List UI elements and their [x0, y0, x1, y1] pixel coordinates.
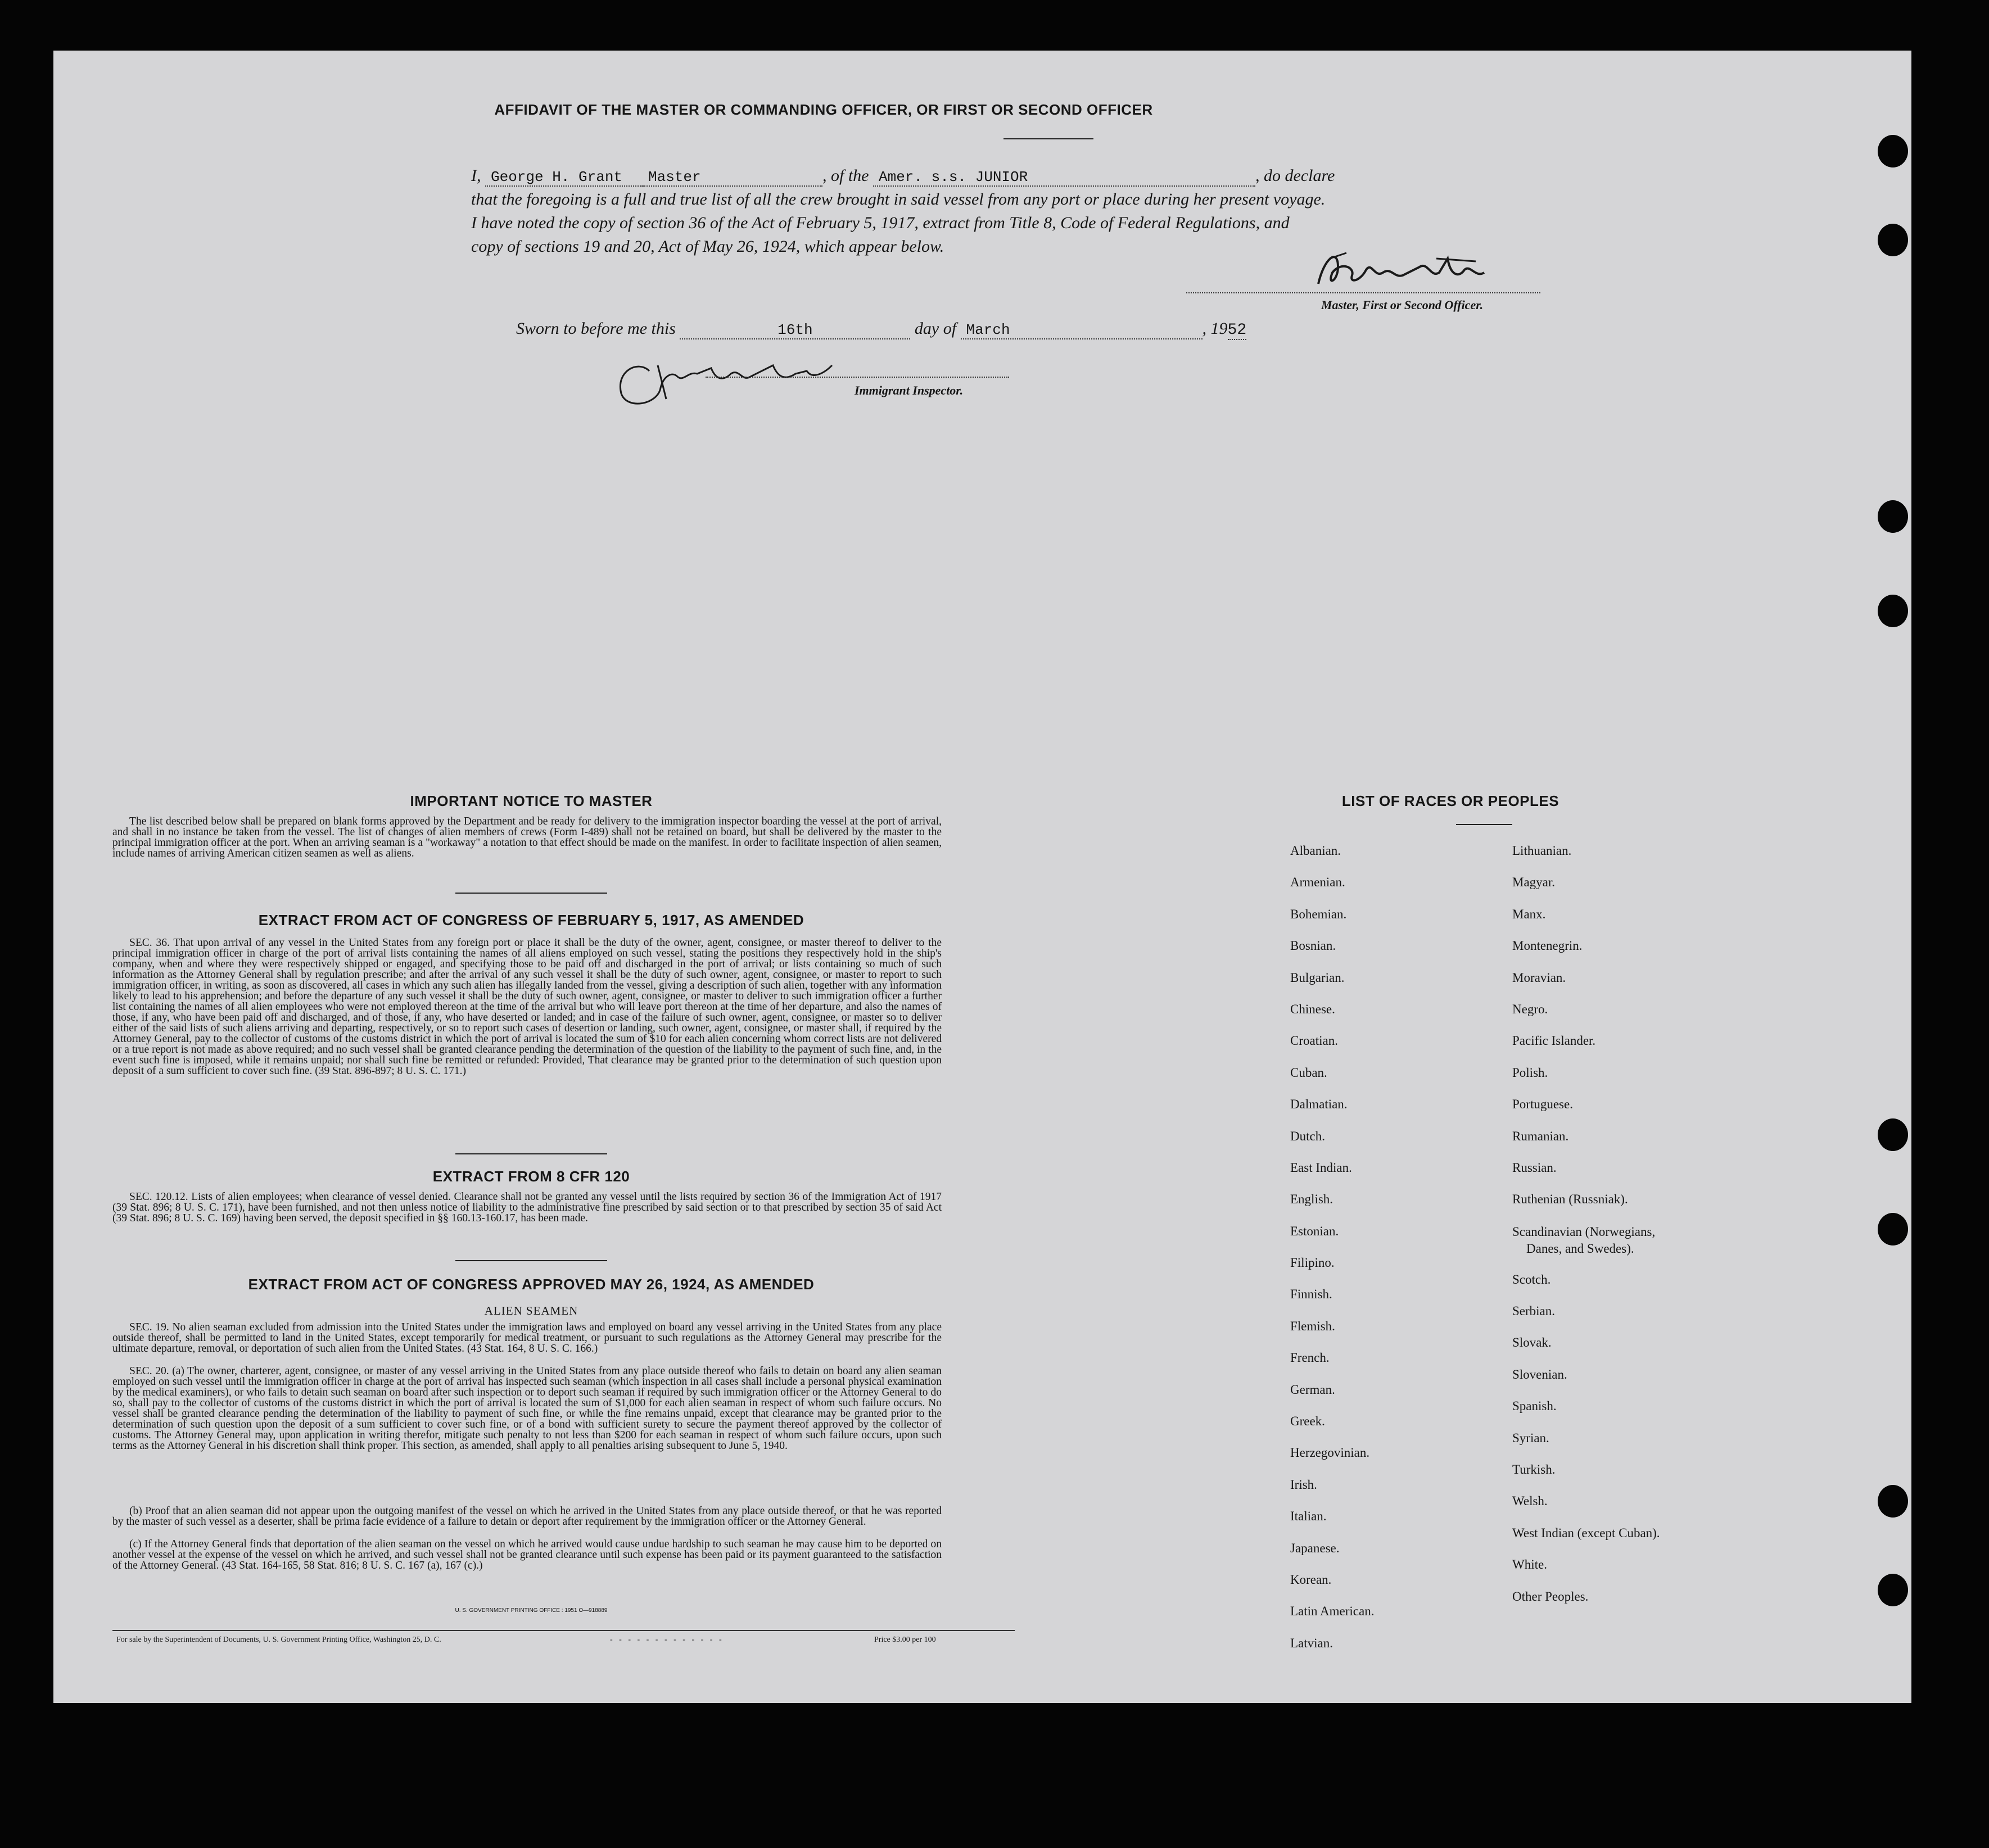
extract-1917-divider: [455, 1153, 607, 1154]
footer-dots: - - - - - - - - - - - - -: [610, 1636, 724, 1644]
race-item: Albanian.: [1290, 844, 1341, 858]
race-item: Other Peoples.: [1512, 1589, 1589, 1604]
race-item: Dutch.: [1290, 1129, 1325, 1143]
race-item: German.: [1290, 1382, 1335, 1397]
sworn-line: [516, 319, 1246, 339]
race-item: Welsh.: [1512, 1494, 1548, 1509]
declaration-line-3: I have noted the copy of section 36 of the Act of February 5, 1917, extract from Title 8, Code of Federal Regulations, and: [471, 214, 1290, 232]
race-item: Herzegovinian.: [1290, 1446, 1370, 1460]
races-divider: [1456, 824, 1512, 825]
race-item: Lithuanian.: [1512, 844, 1572, 858]
race-item: Latvian.: [1290, 1636, 1333, 1650]
notice-body: The list described below shall be prepared on blank forms approved by the Department and be ready for delivery to the immigration inspector boarding the vessel at the port of arrival, and shall in no instance be taken from the vessel. The list of changes of alien members of crews (Form I-489) shall not be retained on board, but shall be delivered by the master to the principal immigration officer at the port. When an arriving seaman is a "workaway" a notation to that effect should be made on the manifest. In order to facilitate inspection of alien seamen, include names of arriving American citizen seamen as well as aliens.: [112, 816, 942, 859]
race-item: Turkish.: [1512, 1462, 1556, 1477]
vessel-field: Amer. s.s. JUNIOR: [873, 169, 1255, 187]
inspector-caption: Immigrant Inspector.: [855, 383, 964, 397]
extract-cfr-divider: [455, 1260, 607, 1261]
race-item: Montenegrin.: [1512, 939, 1583, 953]
punch-hole: [1878, 1213, 1908, 1245]
extract-1917-title: EXTRACT FROM ACT OF CONGRESS OF FEBRUARY 5, 1917, AS AMENDED: [258, 912, 804, 928]
race-item: Negro.: [1512, 1002, 1548, 1016]
race-item: Italian.: [1290, 1509, 1327, 1524]
race-item: French.: [1290, 1351, 1330, 1365]
race-item: West Indian (except Cuban).: [1512, 1525, 1660, 1540]
punch-hole: [1878, 224, 1908, 256]
declaration-line-1: [471, 166, 1335, 187]
race-item: Ruthenian (Russniak).: [1512, 1192, 1628, 1207]
race-item: Pacific Islander.: [1512, 1034, 1596, 1048]
punch-hole: [1878, 500, 1908, 533]
gpo-imprint: U. S. GOVERNMENT PRINTING OFFICE : 1951 O—918889: [455, 1607, 608, 1614]
master-signature-line: [1186, 292, 1540, 293]
year-prefix: , 19: [1202, 319, 1228, 338]
race-item: Irish.: [1290, 1477, 1317, 1492]
race-item: Spanish.: [1512, 1399, 1557, 1414]
race-item: White.: [1512, 1557, 1547, 1572]
punch-hole: [1878, 1485, 1908, 1518]
sworn-year-field: 52: [1227, 321, 1247, 339]
race-item: Greek.: [1290, 1414, 1325, 1429]
punch-hole: [1878, 1574, 1908, 1606]
race-item: Korean.: [1290, 1572, 1332, 1587]
race-item: East Indian.: [1290, 1160, 1352, 1175]
form-page: [53, 51, 1911, 1703]
race-item: Slovenian.: [1512, 1367, 1567, 1382]
day-of-label: day of: [914, 319, 957, 338]
race-item: Dalmatian.: [1290, 1097, 1348, 1112]
inspector-signature-line: [706, 377, 1009, 378]
race-item: Russian.: [1512, 1160, 1557, 1175]
extract-1924-subtitle: ALIEN SEAMEN: [484, 1304, 578, 1317]
master-signature-caption: Master, First or Second Officer.: [1321, 298, 1484, 312]
race-item: Portuguese.: [1512, 1097, 1573, 1112]
declaration-line-4: copy of sections 19 and 20, Act of May 26, 1924, which appear below.: [471, 237, 944, 256]
sworn-day-field: 16th: [680, 321, 910, 339]
extract-1924-sec20b: (b) Proof that an alien seaman did not appear upon the outgoing manifest of the vessel on which he arrived in the United States from any place outside thereof, or that he was reported by the master of such vessel as a deserter, shall be prima facie evidence of a failure to detain or deport after requirement by the immigration officer or the Attorney General.: [112, 1505, 942, 1528]
sworn-label: Sworn to before me this: [516, 319, 676, 338]
race-item: Danes, and Swedes).: [1526, 1241, 1634, 1256]
notice-divider: [455, 893, 607, 894]
extract-cfr-body: SEC. 120.12. Lists of alien employees; when clearance of vessel denied. Clearance shall not be granted any vessel until the lists required by section 36 of the Immigration Act of 1917 (39 Stat. 896; 8 U. S. C. 171), have been furnished, and not then unless notice of liability to the administrative fine prescribed by said section or to that prescribed by section 35 of said Act (39 Stat. 896; 8 U. S. C. 169) having been served, the deposit specified in §§ 160.13-160.17, has been made.: [112, 1191, 942, 1224]
title-divider: [1003, 138, 1093, 139]
extract-1924-sec20a: SEC. 20. (a) The owner, charterer, agent, consignee, or master of any vessel arriving in the United States from any place outside thereof who fails to detain on board any alien seaman employed on such vessel until the immigration officer in charge at the port of arrival has inspected such seaman (which inspection in all cases shall include a personal physical examination by the medical examiners), or who fails to detain such seaman on board after such inspection or to deport such seaman if required by such immigration officer or the Attorney General to do so, shall pay to the collector of customs of the customs district in which the port of arrival is located the sum of $1,000 for each alien seaman in respect of whom such failure occurs. No vessel shall be granted clearance pending the determination of the liability to payment of such fine, or while the fine remains unpaid, except that clearance may be granted prior to the determination of such question upon the deposit of a sum sufficient to cover such fine, or of a bond with sufficient surety to secure the payment thereof approved by the collector of customs. The Attorney General may, upon application in writing therefor, mitigate such penalty to not less than $200 for each seaman in respect of whom such failure occurs, upon such terms as the Attorney General in his discretion shall think proper. This section, as amended, shall apply to all penalties arising subsequent to June 5, 1940.: [112, 1365, 942, 1452]
punch-hole: [1878, 1118, 1908, 1151]
race-item: Bosnian.: [1290, 939, 1336, 953]
race-item: Japanese.: [1290, 1541, 1340, 1555]
race-item: Bohemian.: [1290, 907, 1347, 921]
race-item: Croatian.: [1290, 1034, 1338, 1048]
footer-rule: [112, 1630, 1015, 1631]
race-item: Scandinavian (Norwegians,: [1512, 1224, 1656, 1239]
punch-hole: [1878, 595, 1908, 627]
race-item: Slovak.: [1512, 1335, 1552, 1350]
master-name-field: George H. Grant: [485, 169, 643, 187]
affidavit-title: AFFIDAVIT OF THE MASTER OR COMMANDING OFFICER, OR FIRST OR SECOND OFFICER: [494, 101, 1153, 118]
master-signature: [1307, 236, 1566, 298]
race-item: Scotch.: [1512, 1272, 1551, 1287]
race-item: Bulgarian.: [1290, 970, 1345, 985]
race-item: Finnish.: [1290, 1287, 1332, 1302]
race-item: Polish.: [1512, 1065, 1548, 1080]
declarant-prefix: I,: [471, 166, 481, 185]
race-item: Estonian.: [1290, 1224, 1339, 1238]
race-item: Moravian.: [1512, 970, 1566, 985]
races-left-column: [1290, 835, 1374, 1659]
race-item: Chinese.: [1290, 1002, 1335, 1016]
do-declare-text: , do declare: [1255, 166, 1335, 185]
notice-title: IMPORTANT NOTICE TO MASTER: [410, 792, 653, 809]
extract-1924-sec20c: (c) If the Attorney General finds that deportation of the alien seaman on the vessel on which he arrived would cause undue hardship to such seaman he may cause him to be deported on another vessel at the expense of the vessel on which he arrived, and such vessel shall not be granted clearance until such expense has been paid or its payment guaranteed to the satisfaction of the Attorney General. (43 Stat. 164-165, 58 Stat. 816; 8 U. S. C. 167 (a), 167 (c).): [112, 1538, 942, 1571]
sworn-month-field: March: [961, 321, 1203, 339]
races-title: LIST OF RACES OR PEOPLES: [1341, 792, 1559, 809]
race-item: Filipino.: [1290, 1256, 1335, 1270]
footer-sale-text: For sale by the Superintendent of Documents, U. S. Government Printing Office, Washington 25, D. C.: [116, 1636, 441, 1644]
extract-1924-sec19: SEC. 19. No alien seaman excluded from admission into the United States under the immigration laws and employed on board any vessel arriving in the United States from any place outside thereof, shall be permitted to land in the United States, except temporarily for medical treatment, or pursuant to such regulations as the Attorney General may prescribe for the ultimate departure, removal, or deportation of such alien from the United States. (43 Stat. 164, 8 U. S. C. 166.): [112, 1321, 942, 1355]
race-item: Cuban.: [1290, 1065, 1327, 1080]
declaration-line-2: that the foregoing is a full and true list of all the crew brought in said vessel from any port or place during her present voyage.: [471, 190, 1326, 209]
extract-1917-body: SEC. 36. That upon arrival of any vessel in the United States from any foreign port or place it shall be the duty of the owner, agent, consignee, or master thereof to deliver to the principal immigration officer in charge of the port of arrival lists containing the names of all aliens employed on such vessel, stating the positions they respectively hold in the ship's company, when and where they were respectively shipped or engaged, and specifying those to be paid off and discharged in the port of arrival; or lists containing so much of such information as the Attorney General shall by regulation prescribe; and after the arrival of any such vessel it shall be the duty of such owner, agent, consignee, or master to report to such immigration officer, in writing, as soon as discovered, all cases in which any such alien has illegally landed from the vessel, giving a description of such alien, together with any information likely to lead to his apprehension; and before the departure of any such vessel it shall be the duty of such owner, agent, consignee, or master to deliver to such immigration officer a further list containing the names of all alien employees who were not employed thereon at the time of the arrival but who will leave port thereon at the time of her departure, and also the names of those, if any, who have been paid off and discharged, and of those, if any, who have deserted or landed; and in case of the failure of such owner, agent, consignee, or master so to deliver either of the said lists of such aliens arriving and departing, respectively, or so to report such cases of desertion or landing, such owner, agent, consignee, or master shall, if required by the Attorney General, pay to the collector of customs of the customs district in which the port of arrival is located the sum of $10 for each alien concerning whom correct lists are not delivered or a true report is not made as above required; and no such vessel shall be granted clearance pending the determination of the question of the liability to the payment of such fine, and, in the event such fine is imposed, while it remains unpaid; nor shall such fine be remitted or refunded: Provided, That clearance may be granted prior to the determination of such question upon deposit of a sum sufficient to cover such fine. (39 Stat. 896-897; 8 U. S. C. 171.): [112, 937, 942, 1077]
extract-1924-title: EXTRACT FROM ACT OF CONGRESS APPROVED MAY 26, 1924, AS AMENDED: [248, 1276, 815, 1293]
races-right-column: [1512, 835, 1660, 1613]
race-item: Manx.: [1512, 907, 1546, 921]
of-the-text: , of the: [822, 166, 869, 185]
footer-price: Price $3.00 per 100: [874, 1636, 936, 1644]
race-item: Latin American.: [1290, 1604, 1375, 1619]
punch-hole: [1878, 135, 1908, 167]
race-item: Armenian.: [1290, 875, 1345, 890]
race-item: Magyar.: [1512, 875, 1556, 890]
race-item: Syrian.: [1512, 1430, 1549, 1445]
race-item: Flemish.: [1290, 1319, 1335, 1333]
race-item: English.: [1290, 1192, 1333, 1207]
race-item: Serbian.: [1512, 1304, 1556, 1319]
race-item: Rumanian.: [1512, 1129, 1569, 1143]
rank-field: Master: [643, 169, 822, 187]
extract-cfr-title: EXTRACT FROM 8 CFR 120: [432, 1168, 630, 1185]
inspector-signature: [604, 348, 885, 416]
